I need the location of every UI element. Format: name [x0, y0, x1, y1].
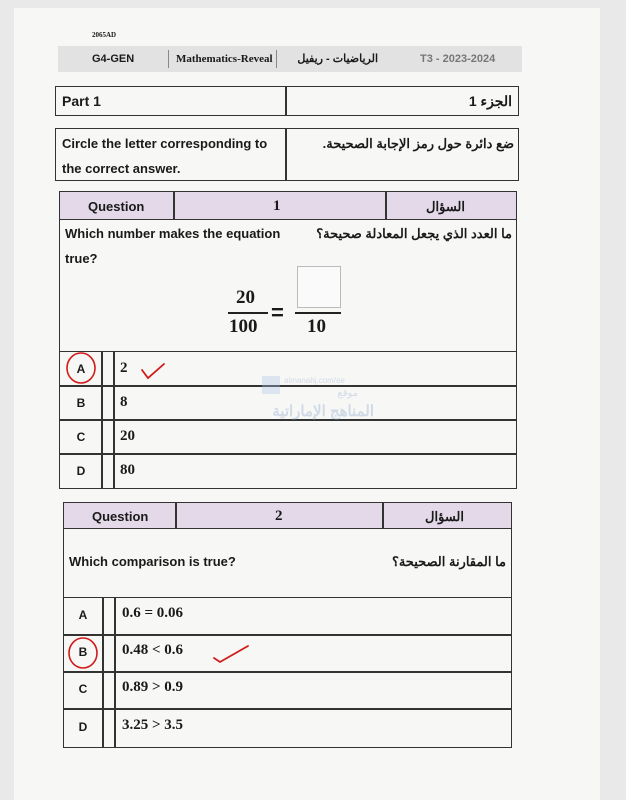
option-row-line — [59, 453, 517, 455]
watermark-url: almanahj.com/ae — [284, 376, 345, 385]
checkmark-icon — [142, 364, 164, 378]
grade-label: G4-GEN — [92, 53, 135, 65]
q1-option-a-letter: A — [76, 362, 86, 376]
q2-option-c-value: 0.89 > 0.9 — [122, 679, 184, 695]
doc-code: 2065AD — [92, 31, 117, 39]
option-row-line — [63, 708, 512, 710]
q2-header-divider — [175, 502, 177, 529]
watermark — [258, 372, 378, 432]
question1-text-line2: true? — [65, 251, 98, 266]
instructions-en-line2: the correct answer. — [62, 161, 181, 176]
checkmark-icon — [214, 646, 248, 662]
subject-label-ar: الرياضيات - ريفيل — [297, 53, 378, 65]
question2-label: Question — [92, 509, 149, 524]
answer-circle-icon — [69, 638, 97, 668]
part-label-ar: الجزء 1 — [468, 93, 512, 109]
fraction-denominator2: 10 — [307, 316, 326, 337]
subject-label: Mathematics-Reveal — [176, 53, 273, 65]
q2-option-b-value: 0.48 < 0.6 — [122, 642, 184, 658]
equals-sign: = — [271, 300, 284, 325]
q2-option-d-letter: D — [78, 720, 88, 734]
q1-option-b-value: 8 — [120, 394, 128, 410]
q1-option-d-letter: D — [76, 464, 86, 478]
q2-header-divider — [382, 502, 384, 529]
fraction-bar — [228, 312, 268, 314]
fraction-numerator: 20 — [236, 287, 255, 308]
q1-option-c-letter: C — [76, 430, 86, 444]
q2-option-b-letter: B — [78, 645, 88, 659]
q1-option-b-letter: B — [76, 396, 86, 410]
header-divider — [168, 50, 169, 68]
term-label: T3 - 2023-2024 — [420, 53, 496, 65]
fraction-denominator: 100 — [229, 316, 258, 337]
q1-option-a-value: 2 — [120, 360, 128, 376]
part-divider — [285, 86, 287, 116]
q2-option-a-letter: A — [78, 608, 88, 622]
answer-circle-icon — [67, 353, 95, 383]
question2-text: Which comparison is true? — [69, 554, 236, 569]
question1-label-ar: السؤال — [426, 199, 465, 214]
question2-number: 2 — [275, 508, 283, 524]
question1-text-ar: ما العدد الذي يجعل المعادلة صحيحة؟ — [316, 226, 512, 241]
instructions-divider — [285, 128, 287, 181]
question2-text-ar: ما المقارنة الصحيحة؟ — [391, 554, 506, 569]
question1-number: 1 — [273, 198, 281, 214]
question2-label-ar: السؤال — [425, 509, 464, 524]
q2-option-c-letter: C — [78, 682, 88, 696]
q2-option-a-value: 0.6 = 0.06 — [122, 605, 184, 621]
q2-option-d-value: 3.25 > 3.5 — [122, 717, 184, 733]
q2-pen-marks — [64, 634, 254, 674]
q1-header-divider — [173, 191, 175, 220]
q1-header-divider — [385, 191, 387, 220]
instructions-en-line1: Circle the letter corresponding to — [62, 136, 268, 151]
question1-text-line1: Which number makes the equation — [65, 226, 281, 241]
watermark-line3: المناهج الإماراتية — [272, 403, 374, 420]
q1-option-c-value: 20 — [120, 428, 135, 444]
instructions-ar: ضع دائرة حول رمز الإجابة الصحيحة. — [322, 136, 514, 151]
doc-header — [58, 46, 522, 72]
part-label: Part 1 — [62, 93, 101, 109]
fraction-bar — [295, 312, 341, 314]
q1-pen-marks — [60, 346, 180, 390]
header-divider — [276, 50, 277, 68]
question1-label: Question — [88, 199, 145, 214]
answer-blank-box — [297, 266, 341, 308]
watermark-line2: موقع — [337, 388, 358, 399]
q1-option-d-value: 80 — [120, 462, 135, 478]
